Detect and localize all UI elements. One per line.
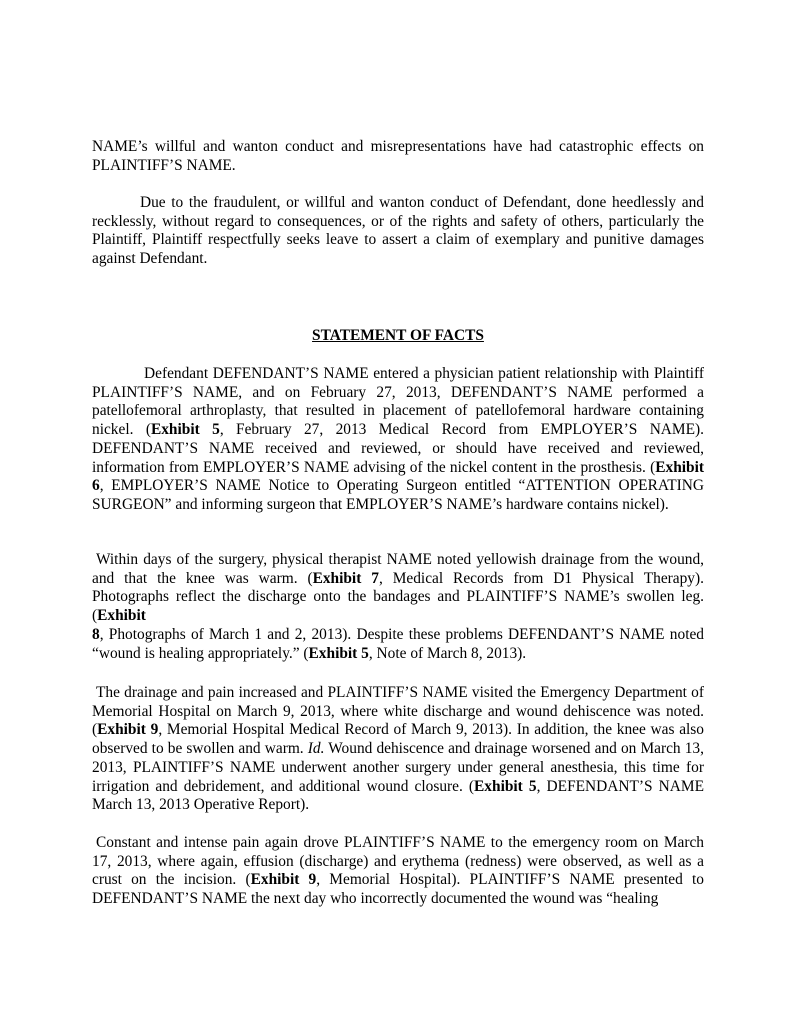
fact-text: , February 27, 2013 Medical Record from EMPLOYER’S NAME). DEFENDANT’S NAME received and reviewed, or should have received and reviewed, information from EMPLOYER’S NAME advising of the nickel content in the prosthesis. ( — [92, 421, 704, 476]
fact-text: , Medical Records from D1 Physical Therapy). Photographs reflect the discharge onto the bandages and PLAINTIFF’S NAME’s swollen leg. ( — [92, 569, 704, 625]
fact-text: , DEFENDANT’S NAME March 13, 2013 Operative Report). — [92, 777, 704, 814]
document-page — [92, 0, 704, 1024]
fact-text: , EMPLOYER’S NAME Notice to Operating Surgeon entitled “ATTENTION OPERATING SURGEON” and informing surgeon that EMPLOYER’S NAME’s hardware contains nickel). — [92, 477, 704, 513]
paragraph-text: Due to the fraudulent, or willful and wanton conduct of Defendant, done heedlessly and recklessly, without regard to consequences, or of the rights and safety of others, particularly the Plaintiff, Plaintiff respectfully seeks leave to assert a claim of exemplary and punitive damages against Defendant. — [92, 194, 704, 268]
exhibit-reference: Exhibit 5 — [150, 421, 220, 439]
citation-id: Id. — [307, 740, 325, 758]
paragraph-conduct-effects — [92, 138, 704, 175]
fact-text: The drainage and pain increased and PLAINTIFF’S NAME visited the Emergency Department of Memorial Hospital on March 9, 2013, where white discharge and wound dehiscence was noted. ( — [92, 684, 704, 739]
fact-paragraph-surgery — [92, 365, 704, 515]
fact-paragraph-emergency — [92, 684, 704, 815]
paragraph-punitive-damages — [92, 194, 704, 269]
exhibit-reference: Exhibit 9 — [97, 721, 159, 739]
fact-text: , Photographs of March 1 and 2, 2013). Despite these problems DEFENDANT’S NAME noted “wound is healing appropriately.” ( — [92, 625, 704, 662]
section-heading: STATEMENT OF FACTS — [312, 327, 484, 344]
exhibit-reference: Exhibit 5 — [474, 777, 537, 795]
fact-paragraph-drainage — [92, 551, 704, 663]
fact-text: Defendant DEFENDANT’S NAME entered a physician patient relationship with Plaintiff PLAINTIFF’S NAME, and on February 27, 2013, DEFENDANT’S NAME performed a patellofemoral arthroplasty, that resulted in placement of patellofemoral hardware containing nickel. ( — [92, 365, 704, 439]
paragraph-text: NAME’s willful and wanton conduct and misrepresentations have had catastrophic effects on PLAINTIFF’S NAME. — [92, 138, 704, 174]
fact-text: Constant and intense pain again drove PLAINTIFF’S NAME to the emergency room on March 17, 2013, where again, effusion (discharge) and erythema (redness) were observed, as well as a crust on the incision. ( — [92, 834, 704, 889]
exhibit-reference: Exhibit 6 — [92, 458, 704, 495]
fact-text: Within days of the surgery, physical therapist NAME noted yellowish drainage from the wound, and that the knee was warm. ( — [92, 551, 704, 587]
exhibit-reference: Exhibit 5 — [308, 644, 369, 662]
fact-paragraph-constant-pain — [92, 834, 704, 909]
fact-text: Wound dehiscence and drainage worsened and on March 13, 2013, PLAINTIFF’S NAME underwent another surgery under general anesthesia, this time for irrigation and debridement, and additional wound closure. ( — [92, 740, 704, 795]
exhibit-reference: 8 — [92, 625, 100, 643]
fact-text: , Memorial Hospital Medical Record of March 9, 2013). In addition, the knee was also observed to be swollen and warm. — [92, 721, 704, 758]
fact-text: , Memorial Hospital). PLAINTIFF’S NAME presented to DEFENDANT’S NAME the next day who incorrectly documented the wound was “healing — [92, 871, 704, 908]
fact-text: , Note of March 8, 2013). — [368, 644, 527, 662]
exhibit-reference: Exhibit — [97, 607, 146, 625]
exhibit-reference: Exhibit 7 — [312, 569, 379, 587]
exhibit-reference: Exhibit 9 — [250, 871, 317, 889]
